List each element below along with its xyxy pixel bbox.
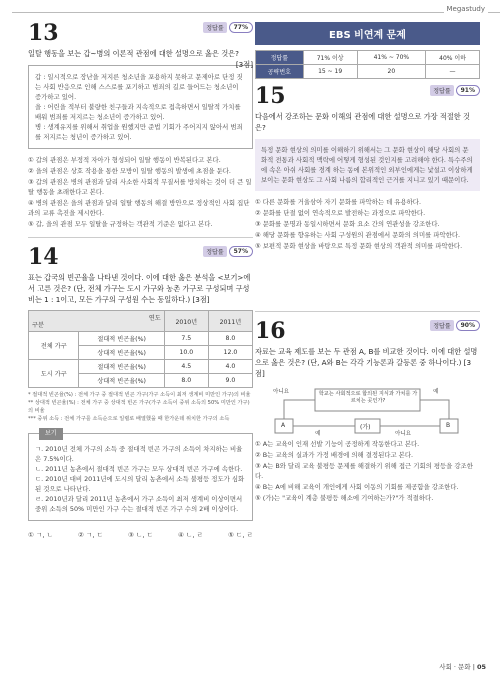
question-15 — [255, 85, 480, 251]
comparison-diagram: 아니요 예 학교는 사회적으로 합의된 지식과 가치를 가르치는 곳인가? A (가) B 예 아니요 — [255, 387, 480, 467]
option[interactable]: ① ㄱ, ㄴ — [28, 531, 53, 539]
option[interactable]: ② ㄱ, ㄷ — [78, 531, 103, 539]
question-number: 15 — [255, 83, 286, 109]
accuracy-rate-badge: 정답률 77% — [203, 22, 253, 33]
question-text: 다음에서 강조하는 문화 이해의 관점에 대한 설명으로 가장 적절한 것은? — [255, 112, 470, 132]
ebs-banner: EBS 비연계 문제 — [255, 22, 480, 45]
accuracy-rate-badge: 정답률 90% — [430, 320, 480, 331]
header-rule — [12, 12, 500, 13]
option[interactable]: ③ ㄴ, ㄷ — [128, 531, 153, 539]
option[interactable]: ② 을의 관점은 상호 작용을 통한 모방이 일탈 행동의 발생에 초점을 둔다. — [28, 167, 231, 175]
option[interactable]: ⑤ (가)는 "교육이 계층 불평등 해소에 기여하는가?"가 적절하다. — [255, 494, 434, 502]
option[interactable]: ① A는 교육이 인재 선발 기능이 공정하게 작동한다고 본다. — [255, 440, 420, 448]
option[interactable]: ③ A는 B와 달리 교육 불평등 문제를 해결하기 위해 접근 기회의 평등을 강조한다. — [255, 462, 473, 480]
accuracy-rate-badge: 정답률 57% — [203, 246, 253, 257]
option[interactable]: ④ 병의 관점은 을의 관점과 달리 일탈 행동의 해결 방안으로 정상적인 사회 집단과의 교류 촉진을 제시한다. — [28, 199, 250, 217]
magnifier-icon: 91% — [456, 85, 480, 96]
right-column — [255, 22, 480, 504]
question-number: 16 — [255, 318, 286, 344]
answer-options — [255, 197, 480, 251]
question-text: 표는 갑국의 빈곤율을 나타낸 것이다. 이에 대한 옳은 분석을 <보기>에서 고른 것은? (단, 전체 가구는 도시 가구와 농촌 가구로 구성되며 구성비는 1 : 1이고, 모든 가구의 구성원 수는 동일하다.) [3점] — [28, 273, 251, 304]
question-16 — [255, 320, 480, 503]
option[interactable]: ③ 갑의 관점은 병의 관점과 달리 사소한 사회적 무질서를 방치하는 것이 더 큰 일탈 행동을 초래한다고 본다. — [28, 178, 252, 196]
accuracy-rate-badge: 정답률 91% — [430, 85, 480, 96]
option[interactable]: ① 다른 문화를 거울삼아 자기 문화를 파악하는 데 유용하다. — [255, 198, 421, 206]
magnifier-icon: 77% — [229, 22, 253, 33]
option[interactable]: ⑤ 보편적 문화 현상을 바탕으로 특정 문화 현상의 객관적 의미를 파악한다. — [255, 242, 463, 250]
divider — [255, 311, 480, 312]
left-column — [28, 22, 253, 539]
ebs-table: 정답률 71% 이상 41% ~ 70% 40% 이하 공략번호 15 ~ 19 20 — — [255, 50, 480, 79]
question-14 — [28, 246, 253, 539]
question-number: 13 — [28, 20, 59, 46]
option[interactable]: ② B는 교육의 실과가 가정 배경에 의해 결정된다고 본다. — [255, 451, 414, 459]
passage-box: 특정 문화 현상의 의미를 이해하기 위해서는 그 문화 현상이 해당 사회의 문화적 전통과 사회적 맥락에 어떻게 형성된 것인지를 고려해야 한다. 특수주의에 속은 아쉬 사회를 경계 하는 동에 본위적인 외부인에게는 낯설고 이상하게 보이는 문화 현상도 그 사회 나름의 합리적인 근거를 지니고 있기 때문이다. — [255, 139, 480, 191]
answer-options — [28, 529, 253, 539]
passage-box: 갑 : 일시적으로 장난을 저지른 청소년을 포용하지 못하고 문제아로 단정 짓는 사회 반응으로 인해 스스로를 포기하고 범죄의 길로 들어드는 청소년이 증가하고 있어. 을 : 어린을 적부터 불량한 친구들과 지속적으로 접촉하면서 일탈적 가치를 배워 범죄를 저지르는 청소년이 증가하고 있어. 병 : 생계유지를 위해서 취업을 원했지만 준법 기회가 주어지지 않아서 범죄를 저지르는 청년이 증가하고 있어. — [28, 65, 253, 149]
table-notes: * 절대적 빈곤율(%) : 전체 가구 중 절대적 빈곤 가구(가구 소득이 최저 생계비 미만인 가구)의 비율 ** 상대적 빈곤율(%) : 전체 가구 중 상대적 빈곤 가구(가구 소득이 중위 소득의 50% 미만인 가구)의 비율 *** 중위 소득 : 전체 가구를 소득순으로 일렬로 배열했을 때 한가운데 위치한 가구의 소득 — [28, 392, 251, 422]
question-13 — [28, 22, 253, 229]
divider — [28, 237, 253, 238]
option[interactable]: ④ 해당 문화를 향유하는 사회 구성원의 관점에서 문화의 의미를 파악한다. — [255, 231, 461, 239]
poverty-table: 연도 구분 2010년 2011년 전체 가구 절대적 빈곤율(%) 7.5 8.0 상대적 빈곤율(%) 10.0 12.0 도시 가구 절대적 빈곤율(%) 4.5 4.0 상대적 빈곤율(%) 8.0 9.0 — [28, 310, 253, 388]
question-text: 일탈 행동을 보는 갑~병의 이론적 관점에 대한 설명으로 옳은 것은? [3점] — [28, 49, 253, 69]
brand-label: Megastudy — [444, 5, 489, 13]
option[interactable]: ⑤ 갑, 을의 관점 모두 일탈을 규정하는 객관적 기준은 없다고 본다. — [28, 220, 213, 228]
bogi-box: 보기 ㄱ. 2010년 전체 가구의 소득 중 절대적 빈곤 가구의 소득이 차지하는 비율은 7.5%이다. ㄴ. 2011년 농촌에서 절대적 빈곤 가구는 모두 상대적 빈곤 가구에 속한다. ㄷ. 2010년 대비 2011년에 도시의 달리 농촌에서 소득 불평등 정도가 심화된 것으로 나타난다. ㄹ. 2010년과 달리 2011년 농촌에서 가구 소득이 최저 생계비 이상이면서 중위 소득의 50% 미만인 가구 수는 절대적 빈곤 가구 수의 2배 이상이다. — [28, 433, 253, 521]
option[interactable]: ② 문화를 단절 없이 연속적으로 발전하는 과정으로 파악한다. — [255, 209, 426, 217]
option[interactable]: ④ B는 A에 비해 교육이 개인에게 사회 이동의 기회를 제공함을 강조한다. — [255, 483, 459, 491]
option[interactable]: ① 갑의 관점은 부정적 자아가 형성되어 일탈 행동이 반복된다고 본다. — [28, 156, 221, 164]
option[interactable]: ③ 문화를 문명과 동일시하면서 문화 요소 간의 연관성을 강조한다. — [255, 220, 440, 228]
option[interactable]: ⑤ ㄷ, ㄹ — [228, 531, 253, 539]
magnifier-icon: 57% — [229, 246, 253, 257]
answer-options — [28, 155, 253, 229]
question-text: 자료는 교육 제도를 보는 두 관점 A, B를 비교한 것이다. 이에 대한 설명으로 옳은 것은? (단, A와 B는 각각 기능론과 갈등론 중 하나이다.) [3점] — [255, 347, 478, 378]
magnifier-icon: 90% — [456, 320, 480, 331]
question-number: 14 — [28, 244, 59, 270]
option[interactable]: ④ ㄴ, ㄹ — [178, 531, 203, 539]
page-footer: 사회 · 문화 | 05 — [439, 663, 486, 671]
